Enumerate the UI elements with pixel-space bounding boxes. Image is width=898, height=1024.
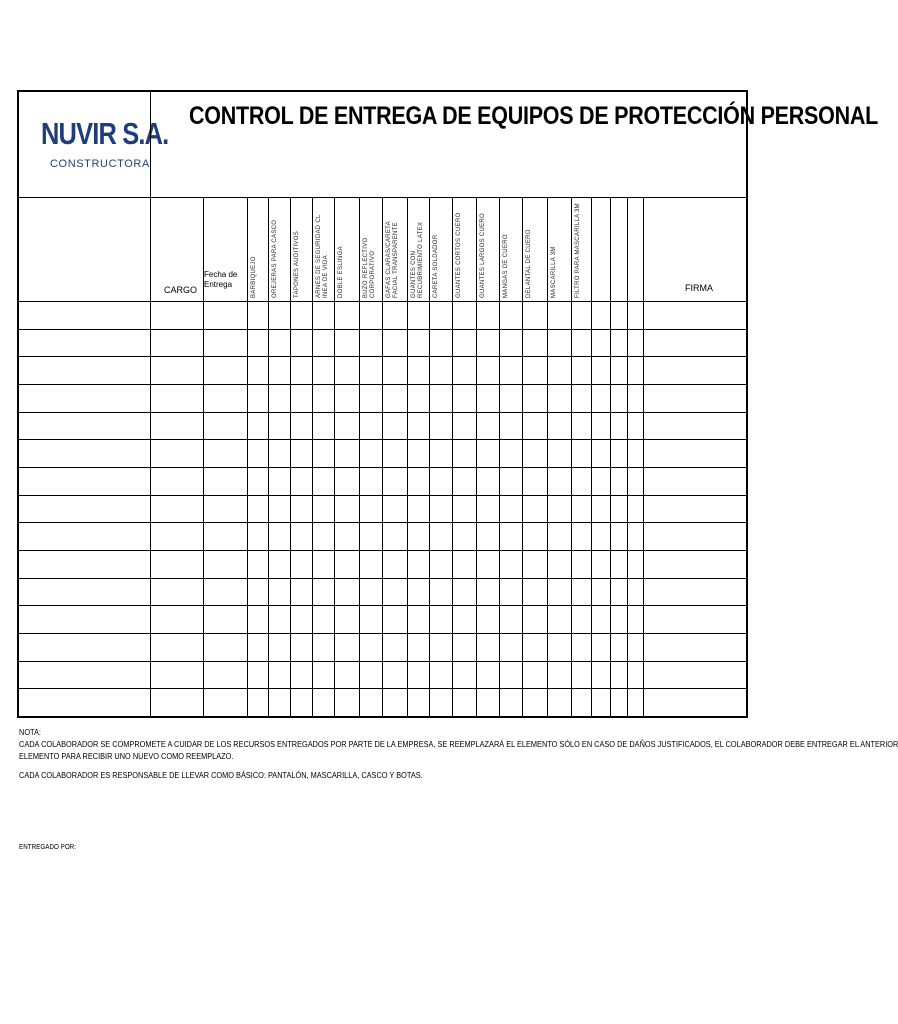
notes-line: ELEMENTO PARA RECIBIR UNO NUEVO COMO REEMPLAZO.: [19, 752, 234, 761]
ppe-item-label: MANGAS DE CUERO: [503, 234, 509, 298]
table-row-line: [19, 412, 746, 413]
column-header-fecha: Fecha de Entrega: [204, 270, 238, 289]
ppe-item-header: [571, 202, 591, 298]
table-row-line: [19, 439, 746, 440]
ppe-item-header: [312, 202, 334, 298]
ppe-item-label: BUZO REFLECTIVO CORPORATIVO: [363, 237, 376, 298]
notes-label: NOTA:: [19, 728, 41, 737]
ppe-item-label: TAPONES AUDITIVOS: [294, 230, 300, 298]
table-row-line: [19, 578, 746, 579]
table-row-line: [19, 467, 746, 468]
ppe-item-header: [407, 202, 429, 298]
ppe-item-label: ARNES DE SEGURIDAD CL INEA DE VIDA: [316, 214, 329, 298]
ppe-item-header: [591, 202, 610, 298]
ppe-item-header: [476, 202, 499, 298]
table-row-line: [19, 688, 746, 689]
ppe-item-header: [359, 202, 382, 298]
ppe-item-label: MASCARILLA 3M: [551, 246, 557, 298]
table-row-line: [19, 384, 746, 385]
logo-company-name: NUVIR S.A.: [41, 116, 169, 151]
ppe-item-header: [382, 202, 407, 298]
table-row-line: [19, 661, 746, 662]
ppe-item-label: GAFAS CLARAS/CARETA FACIAL TRANSPARENTE: [386, 221, 399, 298]
ppe-item-label: GUANTES CON RECUBRIMIENTO LATEX: [411, 221, 424, 298]
ppe-item-label: GUANTES CORTOS CUERO: [456, 212, 462, 298]
ppe-item-header: [522, 202, 547, 298]
ppe-item-header: [290, 202, 312, 298]
column-line: [643, 197, 644, 716]
table-row-line: [19, 329, 746, 330]
ppe-item-header: [247, 202, 268, 298]
ppe-item-header: [610, 202, 627, 298]
notes-line: CADA COLABORADOR ES RESPONSABLE DE LLEVAR COMO BÁSICO: PANTALÓN, MASCARILLA, CASCO Y BOTAS.: [19, 771, 423, 780]
ppe-item-header: [268, 202, 290, 298]
ppe-item-label: FILTRO PARA MASCARILLA 3M: [575, 203, 581, 298]
ppe-item-label: GUANTES LARGOS CUERO: [480, 212, 486, 298]
notes-section: [19, 727, 898, 782]
ppe-item-header: [334, 202, 359, 298]
delivered-by-label: ENTREGADO POR:: [19, 844, 77, 851]
ppe-item-label: BARBIQUEJO: [251, 256, 257, 298]
ppe-item-header: [499, 202, 522, 298]
column-header-firma: FIRMA: [685, 283, 713, 293]
notes-line: CADA COLABORADOR SE COMPROMETE A CUIDAR DE LOS RECURSOS ENTREGADOS POR PARTE DE LA EMPRESA, SE REEMPLAZARÁ EL ELEMENTO SÓLO EN CASO DE DAÑOS JUSTIFICADOS, EL COLABORADOR DEBE ENTREGAR EL ANTERIOR: [19, 740, 898, 749]
ppe-item-header: [547, 202, 571, 298]
ppe-item-header: [627, 202, 643, 298]
ppe-item-label: OREJERAS PARA CASCO: [272, 219, 278, 298]
ppe-item-header: [452, 202, 476, 298]
ppe-item-label: DELANTAL DE CUERO: [526, 229, 532, 298]
table-row-line: [19, 495, 746, 496]
table-row-line: [19, 550, 746, 551]
table-row-line: [19, 522, 746, 523]
ppe-item-label: DOBLE ESLINGA: [338, 246, 344, 298]
ppe-item-header: [429, 202, 452, 298]
page-title: CONTROL DE ENTREGA DE EQUIPOS DE PROTECCIÓN PERSONAL: [189, 102, 878, 130]
table-row-line: [19, 605, 746, 606]
column-header-cargo: CARGO: [164, 285, 198, 295]
ppe-delivery-form: [17, 90, 878, 718]
table-row-line: [19, 633, 746, 634]
company-logo: [19, 92, 169, 197]
table-row-line: [19, 356, 746, 357]
ppe-item-label: CARETA SOLDADOR: [433, 234, 439, 298]
column-line: [150, 197, 151, 716]
logo-subtitle: CONSTRUCTORA: [50, 158, 150, 170]
